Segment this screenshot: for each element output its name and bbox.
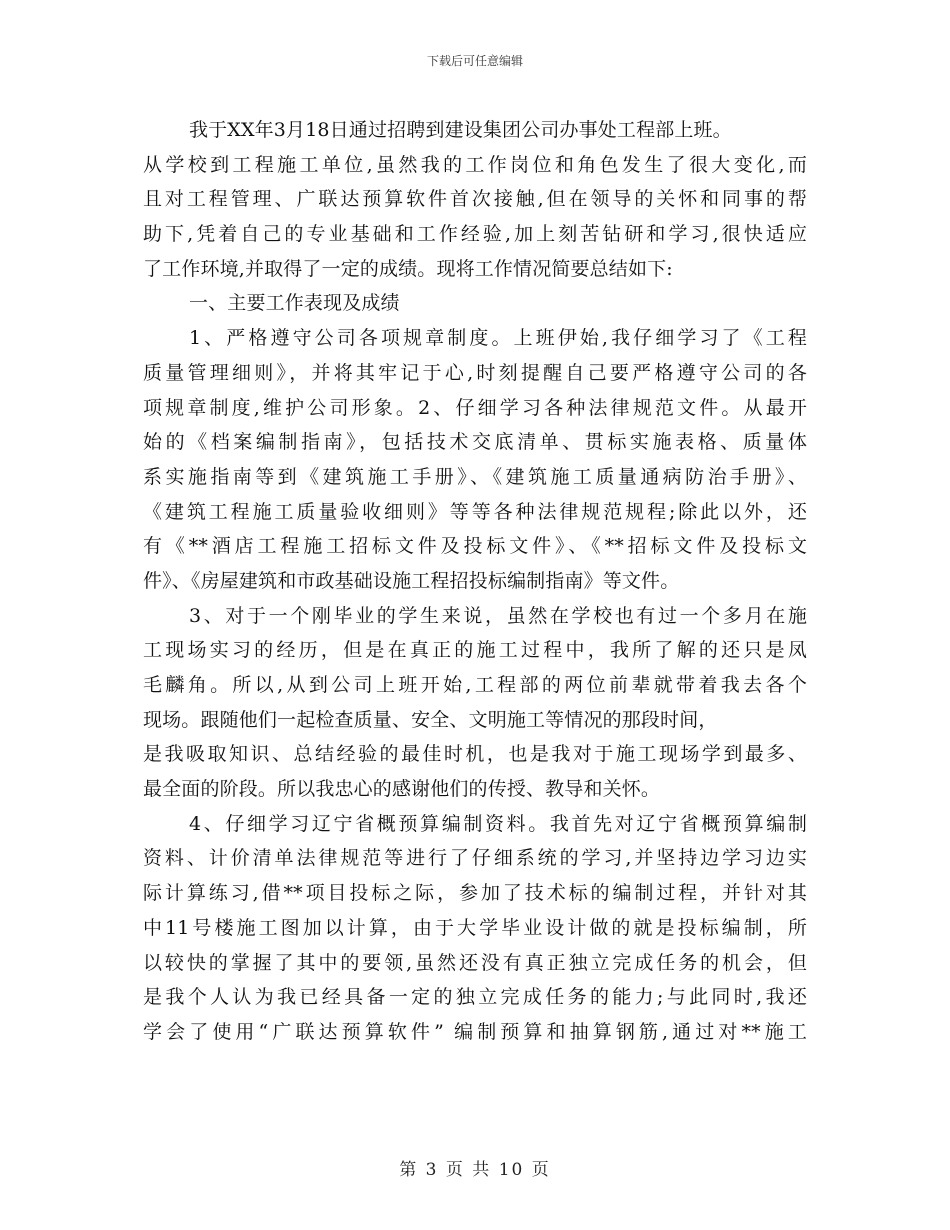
paragraph-line: 现场。跟随他们一起检查质量、安全、文明施工等情况的那段时间， (143, 708, 718, 731)
paragraph-line: 学会了使用“广联达预算软件” 编制预算和抽算钢筋,通过对**施工 (143, 1020, 807, 1043)
paragraph-line: 最全面的阶段。所以我忠心的感谢他们的传授、教导和关怀。 (143, 778, 661, 801)
paragraph-line: 际计算练习,借**项目投标之际，参加了技术标的编制过程，并针对其 (143, 882, 807, 905)
paragraph-line: 资料、计价清单法律规范等进行了仔细系统的学习,并坚持边学习边实 (143, 847, 807, 870)
paragraph-line: 中11号楼施工图加以计算，由于大学毕业设计做的就是投标编制，所 (143, 916, 807, 939)
paragraph-line: 有《**酒店工程施工招标文件及投标文件》、《**招标文件及投标文 (143, 535, 807, 558)
paragraph-line: 4、仔细学习辽宁省概预算编制资料。我首先对辽宁省概预算编制 (189, 812, 807, 835)
paragraph-line: 了工作环境,并取得了一定的成绩。现将工作情况简要总结如下: (143, 257, 673, 280)
paragraph-line: 我于XX年3月18日通过招聘到建设集团公司办事处工程部上班。 (189, 119, 732, 141)
paragraph-line: 项规章制度,维护公司形象。2、仔细学习各种法律规范文件。从最开 (143, 396, 807, 419)
section-heading: 一、主要工作表现及成绩 (189, 292, 400, 315)
page-header: 下载后可任意编辑 (426, 54, 523, 68)
paragraph-line: 系实施指南等到《建筑施工手册》、《建筑施工质量通病防治手册》、 (143, 465, 807, 488)
paragraph-line: 助下,凭着自己的专业基础和工作经验,加上刻苦钻研和学习,很快适应 (143, 223, 807, 246)
paragraph-line: 是我吸取知识、总结经验的最佳时机，也是我对于施工现场学到最多、 (143, 743, 807, 766)
paragraph-line: 《建筑工程施工质量验收细则》等等各种法律规范规程;除此以外，还 (143, 500, 807, 523)
page-number: 第 3 页 共 10 页 (399, 1160, 551, 1180)
paragraph-line: 毛麟角。所以,从到公司上班开始,工程部的两位前辈就带着我去各个 (143, 674, 807, 696)
paragraph-line: 质量管理细则》，并将其牢记于心,时刻提醒自己要严格遵守公司的各 (143, 361, 807, 384)
paragraph-line: 工现场实习的经历，但是在真正的施工过程中，我所了解的还只是凤 (143, 639, 807, 662)
paragraph-line: 以较快的掌握了其中的要领,虽然还没有真正独立完成任务的机会，但 (143, 951, 807, 974)
paragraph-line: 是我个人认为我已经具备一定的独立完成任务的能力;与此同时,我还 (143, 986, 807, 1009)
document-body (143, 113, 807, 1050)
paragraph-line: 且对工程管理、广联达预算软件首次接触,但在领导的关怀和同事的帮 (143, 188, 807, 211)
paragraph-line: 从学校到工程施工单位,虽然我的工作岗位和角色发生了很大变化,而 (143, 153, 807, 176)
paragraph-line: 1、严格遵守公司各项规章制度。上班伊始,我仔细学习了《工程 (189, 327, 807, 350)
paragraph-line: 3、对于一个刚毕业的学生来说，虽然在学校也有过一个多月在施 (189, 604, 807, 627)
paragraph-line: 件》、《房屋建筑和市政基础设施工程招投标编制指南》等文件。 (143, 569, 680, 592)
paragraph-line: 始的《档案编制指南》，包括技术交底清单、贯标实施表格、质量体 (143, 431, 807, 454)
